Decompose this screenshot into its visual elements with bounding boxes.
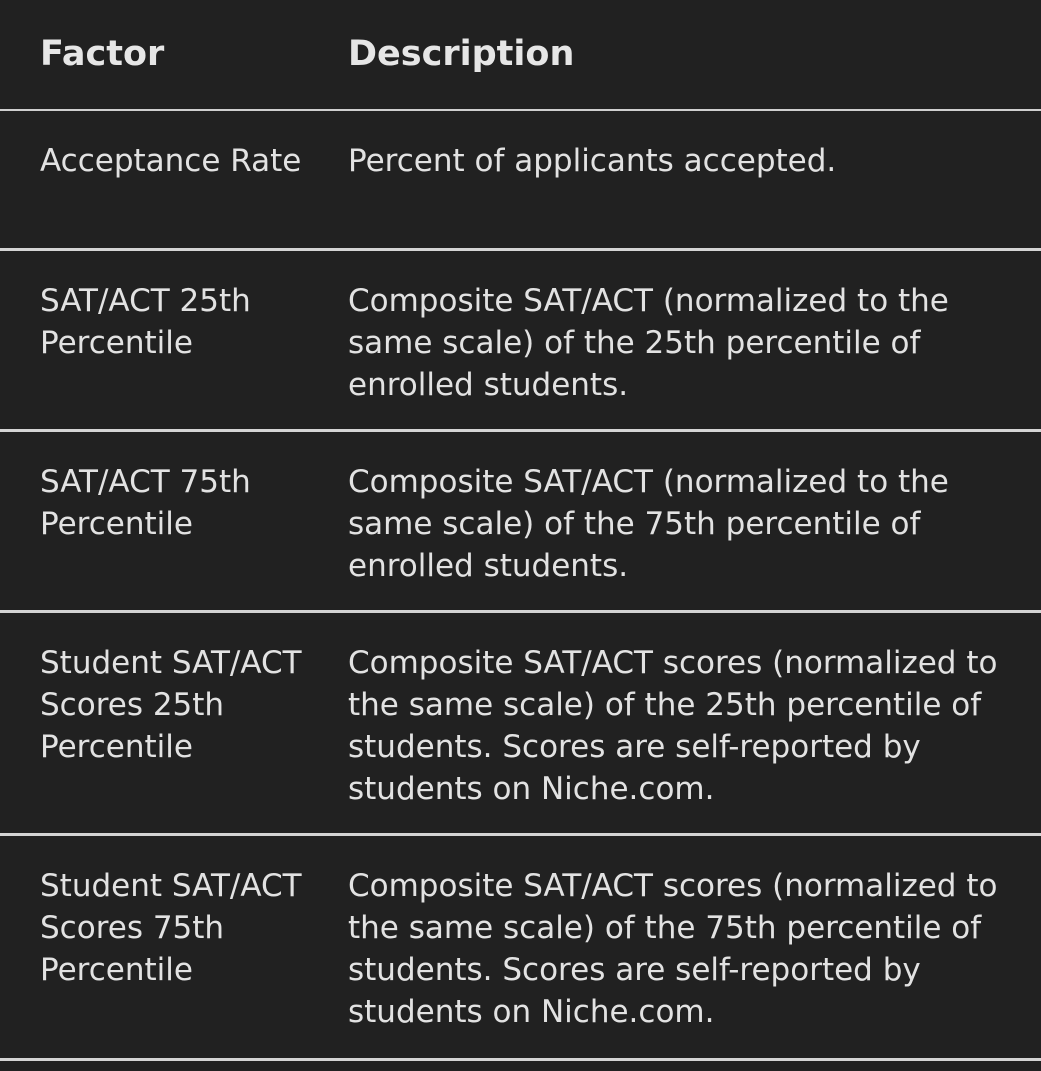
column-header-description: Description bbox=[348, 34, 575, 74]
factor-cell: Acceptance Rate bbox=[40, 143, 302, 179]
description-cell: Composite SAT/ACT (normalized to the same scale) of the 25th percentile of enrolled students. bbox=[348, 283, 949, 403]
table-header-row bbox=[0, 0, 1041, 111]
factor-cell: Student SAT/ACT Scores 75th Percentile bbox=[40, 868, 302, 988]
factor-cell: Student SAT/ACT Scores 25th Percentile bbox=[40, 645, 302, 765]
column-header-factor: Factor bbox=[40, 34, 165, 74]
factor-cell: SAT/ACT 75th Percentile bbox=[40, 464, 251, 542]
table-row bbox=[0, 613, 1041, 836]
description-cell: Composite SAT/ACT scores (normalized to the same scale) of the 25th percentile of students. Scores are self-reported by students on Niche.com. bbox=[348, 645, 998, 807]
table-row bbox=[0, 251, 1041, 432]
table-row bbox=[0, 111, 1041, 251]
description-cell: Percent of applicants accepted. bbox=[348, 143, 837, 179]
table-row bbox=[0, 432, 1041, 613]
table-row bbox=[0, 836, 1041, 1061]
description-cell: Composite SAT/ACT scores (normalized to the same scale) of the 75th percentile of students. Scores are self-reported by students on Niche.com. bbox=[348, 868, 998, 1030]
factor-cell: SAT/ACT 25th Percentile bbox=[40, 283, 251, 361]
description-cell: Composite SAT/ACT (normalized to the same scale) of the 75th percentile of enrolled students. bbox=[348, 464, 949, 584]
